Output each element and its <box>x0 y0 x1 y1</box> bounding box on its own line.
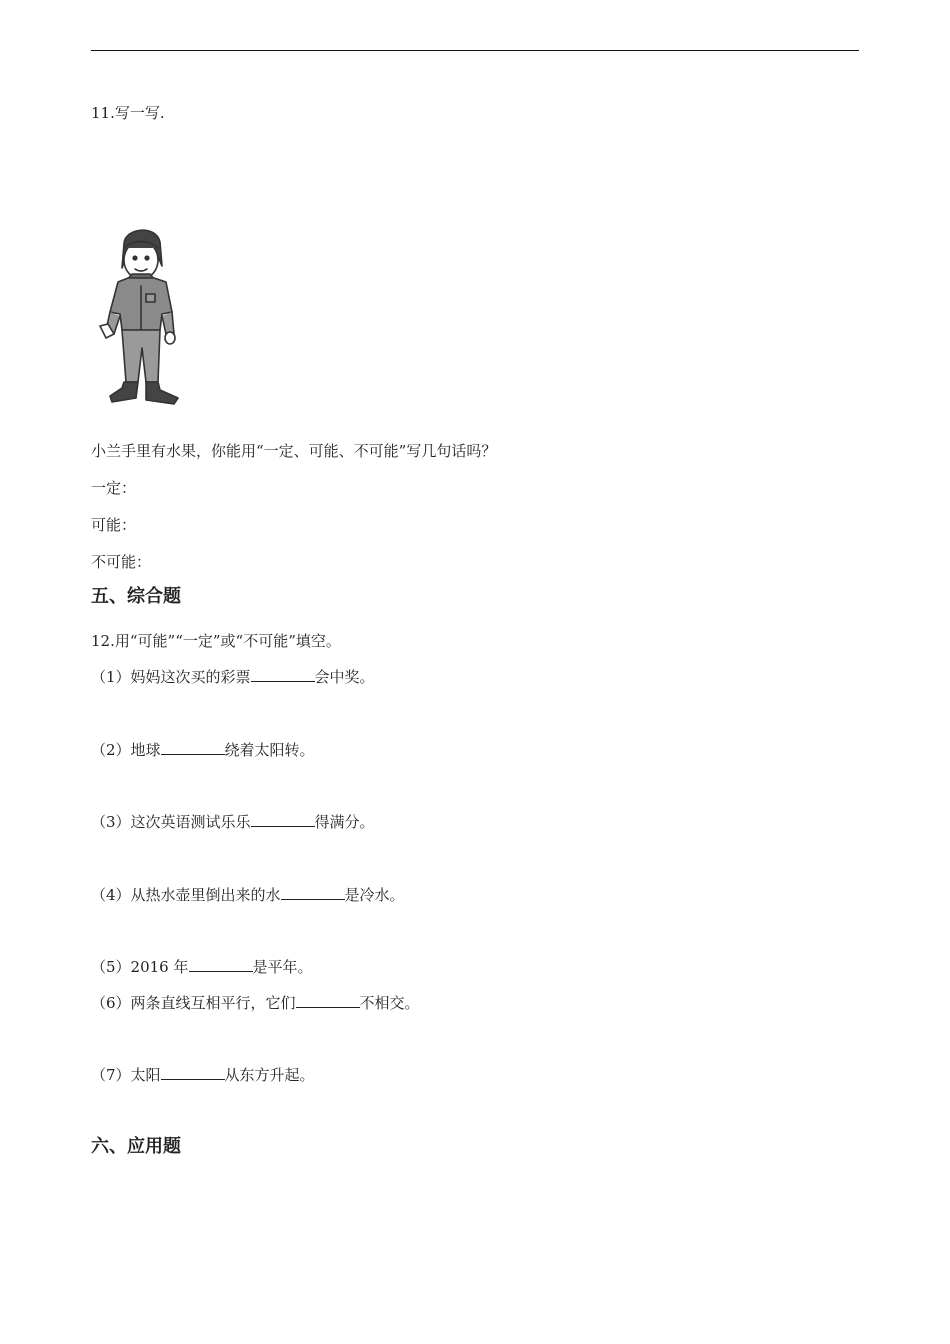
answer-blank[interactable] <box>189 957 253 972</box>
header-rule <box>91 50 859 51</box>
q11-title: 11.写一写. <box>91 104 165 122</box>
q12-item: （2）地球 绕着太阳转。 <box>91 741 315 759</box>
answer-blank[interactable] <box>251 812 315 827</box>
q12-item: （1）妈妈这次买的彩票 会中奖。 <box>91 668 375 686</box>
section-5-heading: 五、综合题 <box>91 586 181 607</box>
q12-item: （3）这次英语测试乐乐 得满分。 <box>91 813 375 831</box>
answer-blank[interactable] <box>251 667 315 682</box>
q11-line-impossible: 不可能： <box>91 553 152 571</box>
q12-item: （5）2016 年 是平年。 <box>91 958 313 976</box>
q12-item: （7）太阳 从东方升起。 <box>91 1066 315 1084</box>
q12-item: （4）从热水壶里倒出来的水 是冷水。 <box>91 886 405 904</box>
q11-line-possible: 可能： <box>91 516 137 534</box>
q12-item: （6）两条直线互相平行，它们 不相交。 <box>91 994 420 1012</box>
answer-blank[interactable] <box>161 740 225 755</box>
answer-blank[interactable] <box>296 993 360 1008</box>
girl-illustration <box>94 222 186 412</box>
q12-title: 12.用“可能”“一定”或“不可能”填空。 <box>91 632 341 650</box>
answer-blank[interactable] <box>161 1065 225 1080</box>
q11-prompt: 小兰手里有水果，你能用“一定、可能、不可能”写几句话吗？ <box>91 442 497 460</box>
section-6-heading: 六、应用题 <box>91 1136 181 1157</box>
q11-line-certain: 一定： <box>91 479 137 497</box>
answer-blank[interactable] <box>281 885 345 900</box>
